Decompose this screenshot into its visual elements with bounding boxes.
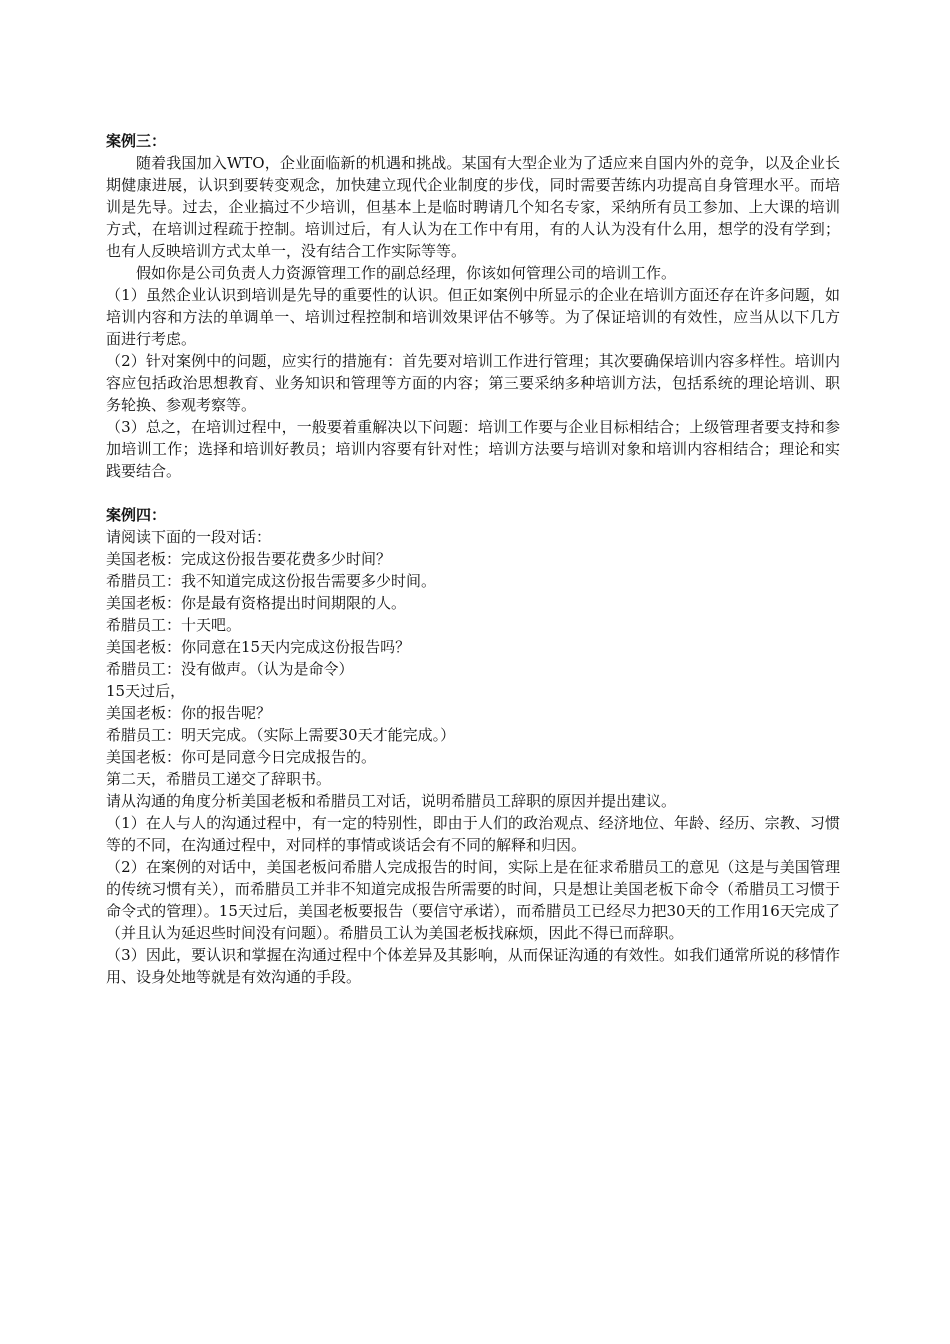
- case-four-question: 请从沟通的角度分析美国老板和希腊员工对话，说明希腊员工辞职的原因并提出建议。: [106, 792, 677, 810]
- dialogue-line: 第二天，希腊员工递交了辞职书。: [106, 770, 332, 788]
- case-three-title: 案例三：: [106, 132, 167, 150]
- case-three-answer-1: （1）虽然企业认识到培训是先导的重要性的认识。但正如案例中所显示的企业在培训方面还存在许多问题，如培训内容和方法的单调单一、培训过程控制和培训效果评估不够等。为了保证培训的有效性，应当从以下几方面进行考虑。: [106, 286, 840, 348]
- dialogue-line: 请阅读下面的一段对话：: [106, 528, 272, 546]
- case-four-section: [106, 504, 840, 988]
- case-four-title: 案例四：: [106, 506, 167, 524]
- case-four-answer-1: （1）在人与人的沟通过程中，有一定的特别性，即由于人们的政治观点、经济地位、年龄、经历、宗教、习惯等的不同，在沟通过程中，对同样的事情或谈话会有不同的解释和归因。: [106, 814, 840, 854]
- dialogue-line: 美国老板：你同意在15天内完成这份报告吗？: [106, 638, 411, 656]
- case-three-answer-2: （2）针对案例中的问题，应实行的措施有：首先要对培训工作进行管理；其次要确保培训内容多样性。培训内容应包括政治思想教育、业务知识和管理等方面的内容；第三要采纳多种培训方法，包括系统的理论培训、职务轮换、参观考察等。: [106, 352, 840, 414]
- document-page: [106, 130, 840, 988]
- dialogue-line: 美国老板：你是最有资格提出时间期限的人。: [106, 594, 407, 612]
- dialogue-line: 希腊员工：十天吧。: [106, 616, 242, 634]
- section-spacer: [106, 482, 840, 504]
- dialogue-line: 美国老板：你的报告呢？: [106, 704, 272, 722]
- dialogue-line: 美国老板：你可是同意今日完成报告的。: [106, 748, 377, 766]
- case-four-answer-2: （2）在案例的对话中，美国老板问希腊人完成报告的时间，实际上是在征求希腊员工的意见（这是与美国管理的传统习惯有关），而希腊员工并非不知道完成报告所需要的时间，只是想让美国老板下命令（希腊员工习惯于命令式的管理）。15天过后，美国老板要报告（要信守承诺），而希腊员工已经尽力把30天的工作用16天完成了（并且认为延迟些时间没有问题）。希腊员工认为美国老板找麻烦，因此不得已而辞职。: [106, 858, 840, 942]
- case-three-paragraph: 随着我国加入WTO，企业面临新的机遇和挑战。某国有大型企业为了适应来自国内外的竞争，以及企业长期健康进展，认识到要转变观念，加快建立现代企业制度的步伐，同时需要苦练内功提高自身管理水平。而培训是先导。过去，企业搞过不少培训，但基本上是临时聘请几个知名专家，采纳所有员工参加、上大课的培训方式，在培训过程疏于控制。培训过后，有人认为在工作中有用，有的人认为没有什么用，想学的没有学到；也有人反映培训方式太单一，没有结合工作实际等等。: [106, 154, 840, 260]
- dialogue-line: 15天过后，: [106, 682, 186, 700]
- dialogue-line: 希腊员工：没有做声。（认为是命令）: [106, 660, 354, 678]
- dialogue-line: 希腊员工：我不知道完成这份报告需要多少时间。: [106, 572, 437, 590]
- case-three-answer-3: （3）总之，在培训过程中，一般要着重解决以下问题：培训工作要与企业目标相结合；上级管理者要支持和参加培训工作；选择和培训好教员；培训内容要有针对性；培训方法要与培训对象和培训内容相结合；理论和实践要结合。: [106, 418, 840, 480]
- case-three-question: 假如你是公司负责人力资源管理工作的副总经理，你该如何管理公司的培训工作。: [136, 264, 677, 282]
- case-three-section: [106, 130, 840, 482]
- case-four-answer-3: （3）因此，要认识和掌握在沟通过程中个体差异及其影响，从而保证沟通的有效性。如我们通常所说的移情作用、设身处地等就是有效沟通的手段。: [106, 946, 840, 986]
- dialogue-line: 美国老板：完成这份报告要花费多少时间？: [106, 550, 392, 568]
- dialogue-line: 希腊员工：明天完成。（实际上需要30天才能完成。）: [106, 726, 456, 744]
